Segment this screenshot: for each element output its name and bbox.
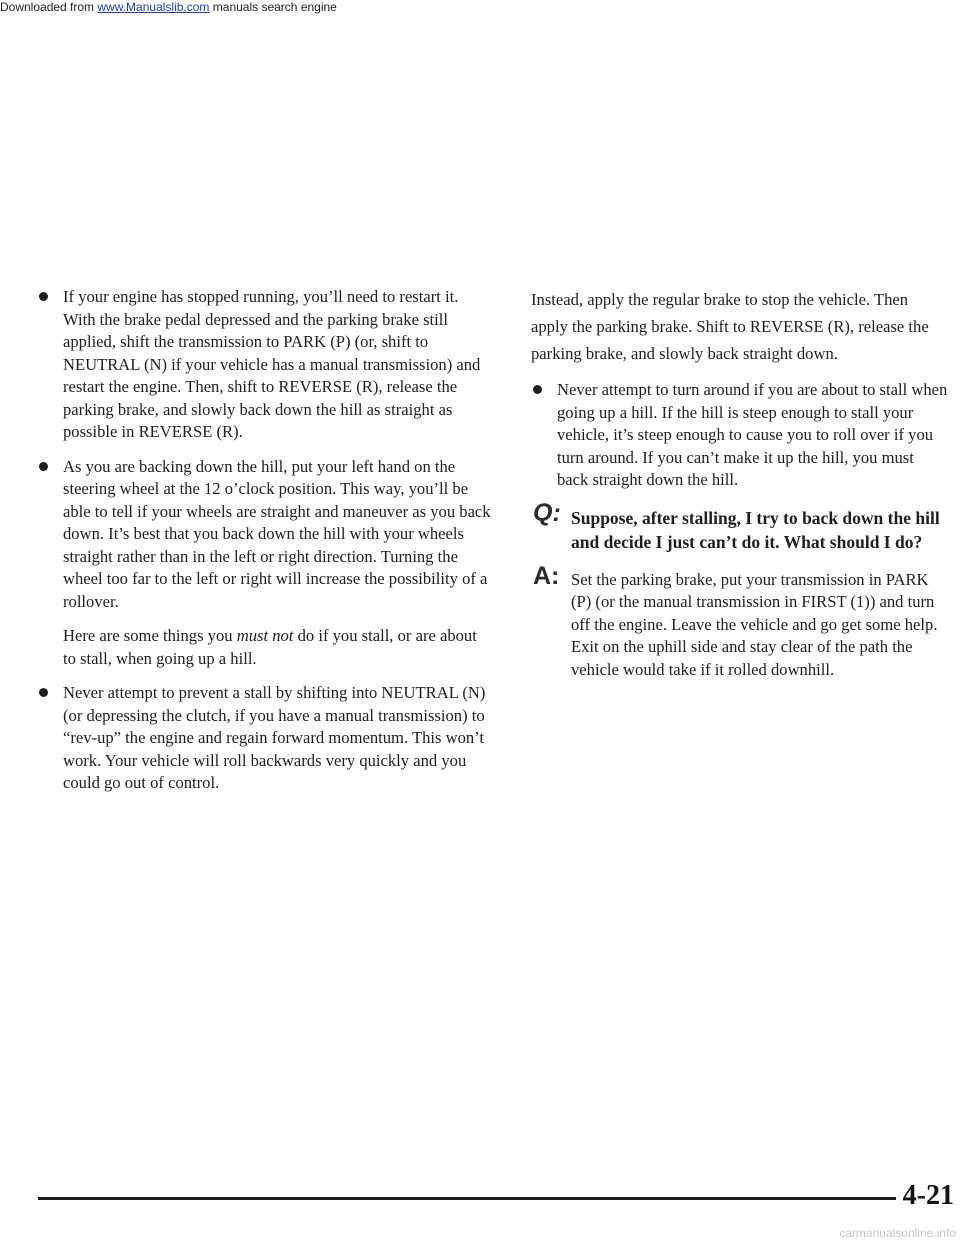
body-paragraph: Instead, apply the regular brake to stop the vehicle. Then apply the parking brake. Shift to REVERSE (R), release the parking brake, and slowly back straight down.	[531, 290, 929, 363]
bullet-text: Never attempt to turn around if you are about to stall when going up a hill. If the hill is steep enough to stall your vehicle, it’s steep enough to cause you to roll over if you turn around. If you can’t make it up the hill, you must back straight down the hill.	[557, 380, 948, 489]
page-number: 4-21	[902, 1180, 954, 1211]
list-item	[37, 682, 492, 795]
bullet-icon	[39, 688, 48, 697]
list-item	[37, 456, 492, 614]
bullet-icon	[39, 292, 48, 301]
question-mark-label: Q:	[533, 498, 561, 527]
note-text-end: do if you stall, or are about to stall, when going up a hill.	[63, 626, 477, 668]
bullet-text: As you are backing down the hill, put your left hand on the steering wheel at the 12 o’clock position. This way, you’ll be able to tell if your wheels are straight and maneuver as you back down. It’s best that you back down the hill with your wheels straight rather than in the left or right direction. Turning the wheel too far to the left or right will increase the possibility of a rollover.	[63, 456, 491, 611]
bullet-text: Never attempt to prevent a stall by shifting into NEUTRAL (N) (or depressing the clutch, if you have a manual transmission) to “rev-up” the engine and regain forward momentum. This won’t work. Your vehicle will roll backwards very quickly and you could go out of control.	[63, 683, 486, 792]
answer-text: Set the parking brake, put your transmission in PARK (P) (or the manual transmission in FIRST (1)) and turn off the engine. Leave the vehicle and go get some help. Exit on the uphill side and stay clear of the path the vehicle would take if it rolled downhill.	[571, 569, 938, 679]
watermark: carmanualsonline.info	[839, 1226, 956, 1240]
left-column	[37, 286, 492, 807]
list-item	[531, 379, 949, 492]
note-text: Here are some things you	[63, 626, 237, 645]
note-emphasis: must not	[236, 626, 294, 645]
answer-mark-label: A:	[533, 561, 560, 590]
answer-block	[531, 561, 949, 682]
right-column	[531, 286, 949, 691]
download-banner	[0, 0, 337, 14]
question-block	[531, 498, 949, 555]
note-paragraph	[37, 625, 492, 670]
banner-suffix: manuals search engine	[209, 0, 337, 14]
footer-rule	[38, 1197, 896, 1200]
question-text: Suppose, after stalling, I try to back down the hill and decide I just can’t do it. What should I do?	[571, 507, 940, 552]
list-item	[37, 286, 492, 444]
manualslib-link[interactable]: www.Manualslib.com	[97, 0, 210, 14]
bullet-icon	[39, 462, 48, 471]
bullet-text: If your engine has stopped running, you’ll need to restart it. With the brake pedal depressed and the parking brake still applied, shift the transmission to PARK (P) (or, shift to NEUTRAL (N) if your vehicle has a manual transmission) and restart the engine. Then, shift to REVERSE (R), release the parking brake, and slowly back down the hill as straight as possible in REVERSE (R).	[63, 287, 481, 441]
banner-prefix: Downloaded from	[0, 0, 98, 14]
bullet-icon	[533, 385, 542, 394]
